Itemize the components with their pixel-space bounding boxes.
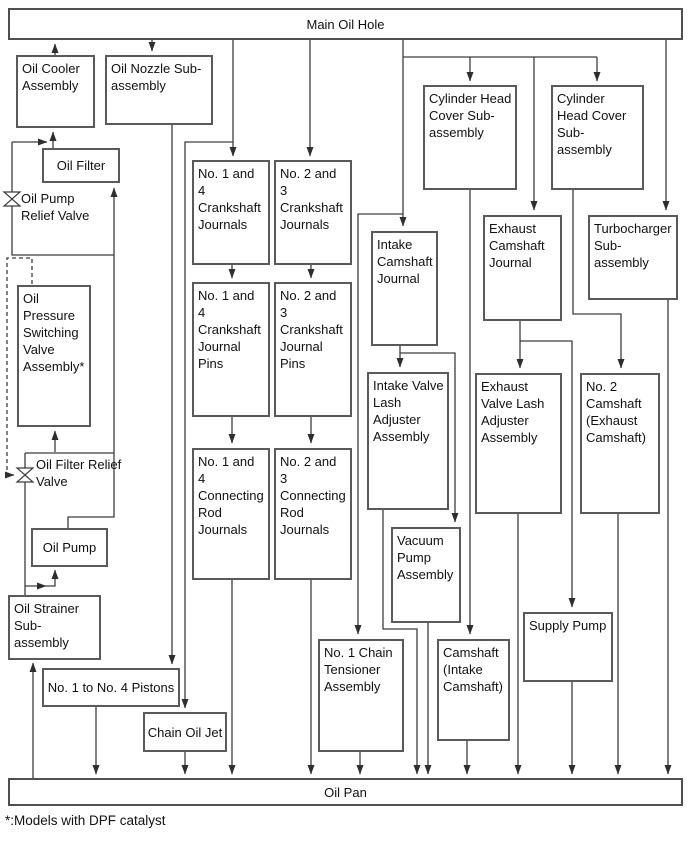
node-no2-camshaft-exhaust: No. 2 Camshaft (Exhaust Camshaft) (580, 373, 660, 514)
node-supply-pump: Supply Pump (523, 612, 613, 682)
oil-pump-relief-valve-icon (4, 192, 20, 206)
node-connecting-rod-journals-2-3: No. 2 and 3 Connecting Rod Journals (274, 448, 352, 580)
oil-filter-relief-valve-icon (17, 468, 33, 482)
node-main-oil-hole: Main Oil Hole (8, 8, 683, 40)
node-chain-tensioner-assembly: No. 1 Chain Tensioner Assembly (318, 639, 404, 752)
node-crankshaft-journal-pins-2-3: No. 2 and 3 Crankshaft Journal Pins (274, 282, 352, 417)
node-connecting-rod-journals-1-4: No. 1 and 4 Connecting Rod Journals (192, 448, 270, 580)
node-oil-pan: Oil Pan (8, 778, 683, 806)
node-oil-pressure-switching-valve-assembly: Oil Pressure Switching Valve Assembly* (17, 285, 91, 427)
oil-pump-relief-valve-label: Oil Pump Relief Valve (21, 191, 90, 223)
node-intake-camshaft-journal: Intake Camshaft Journal (371, 231, 438, 346)
node-crankshaft-journals-2-3: No. 2 and 3 Crankshaft Journals (274, 160, 352, 265)
node-chain-oil-jet: Chain Oil Jet (143, 712, 227, 752)
node-oil-strainer-sub-assembly: Oil Strainer Sub-assembly (8, 595, 101, 660)
node-oil-nozzle-sub-assembly: Oil Nozzle Sub-assembly (105, 55, 213, 125)
node-exhaust-valve-lash-adjuster: Exhaust Valve Lash Adjuster Assembly (475, 373, 562, 514)
node-vacuum-pump-assembly: Vacuum Pump Assembly (391, 527, 461, 623)
node-oil-pump: Oil Pump (31, 528, 108, 567)
node-cylinder-head-cover-1: Cylinder Head Cover Sub-assembly (423, 85, 517, 190)
node-oil-cooler-assembly: Oil Cooler Assembly (16, 55, 95, 128)
node-crankshaft-journal-pins-1-4: No. 1 and 4 Crankshaft Journal Pins (192, 282, 270, 417)
node-turbocharger-sub-assembly: Turbocharger Sub-assembly (588, 215, 678, 300)
node-exhaust-camshaft-journal: Exhaust Camshaft Journal (483, 215, 562, 321)
edge-strainer-to-pump (46, 570, 55, 586)
node-pistons: No. 1 to No. 4 Pistons (42, 668, 180, 707)
node-cylinder-head-cover-2: Cylinder Head Cover Sub-assembly (551, 85, 644, 190)
node-oil-filter: Oil Filter (42, 148, 120, 183)
node-camshaft-intake: Camshaft (Intake Camshaft) (437, 639, 510, 741)
oil-filter-relief-valve-label: Oil Filter Relief Valve (36, 457, 122, 489)
node-intake-valve-lash-adjuster: Intake Valve Lash Adjuster Assembly (367, 372, 449, 510)
node-crankshaft-journals-1-4: No. 1 and 4 Crankshaft Journals (192, 160, 270, 265)
footnote-dpf-models: *:Models with DPF catalyst (5, 813, 166, 828)
